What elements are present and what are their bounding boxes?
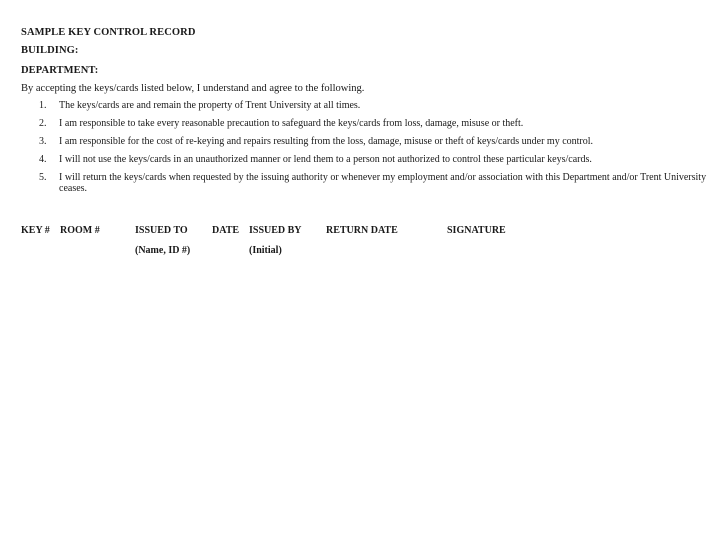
term-number: 5.: [39, 172, 47, 183]
document-title: SAMPLE KEY CONTROL RECORD: [21, 27, 196, 38]
terms-list: [21, 100, 711, 201]
subheader-issued-to: (Name, ID #): [135, 245, 191, 256]
column-header-room: ROOM #: [60, 225, 100, 236]
column-header-signature: SIGNATURE: [447, 225, 506, 236]
term-item: [21, 100, 711, 111]
term-item: [21, 136, 711, 147]
term-number: 3.: [39, 136, 47, 147]
term-text: I will return the keys/cards when requested by the issuing authority or whenever my employment and/or association with this Department and/or Trent University ceases.: [59, 172, 707, 194]
term-text: I am responsible for the cost of re-keying and repairs resulting from the loss, damage, misuse or theft of keys/cards under my control.: [59, 136, 594, 147]
column-header-issued-to: ISSUED TO: [135, 225, 188, 236]
term-text: I am responsible to take every reasonable precaution to safeguard the keys/cards from loss, damage, misuse or theft.: [59, 118, 524, 129]
term-text: I will not use the keys/cards in an unauthorized manner or lend them to a person not authorized to control these particular keys/cards.: [59, 154, 592, 165]
term-text: The keys/cards are and remain the property of Trent University at all times.: [59, 100, 361, 111]
department-label: DEPARTMENT:: [21, 65, 99, 76]
term-item: [21, 154, 711, 165]
column-header-date: DATE: [212, 225, 240, 236]
term-number: 4.: [39, 154, 47, 165]
column-header-return-date: RETURN DATE: [326, 225, 398, 236]
column-header-key: KEY #: [21, 225, 50, 236]
column-header-issued-by: ISSUED BY: [249, 225, 302, 236]
subheader-issued-by: (Initial): [249, 245, 282, 256]
term-item: [21, 118, 711, 129]
term-number: 2.: [39, 118, 47, 129]
term-number: 1.: [39, 100, 47, 111]
intro-text: By accepting the keys/cards listed below, I understand and agree to the following.: [21, 83, 365, 94]
building-label: BUILDING:: [21, 45, 79, 56]
term-item: [21, 172, 711, 194]
